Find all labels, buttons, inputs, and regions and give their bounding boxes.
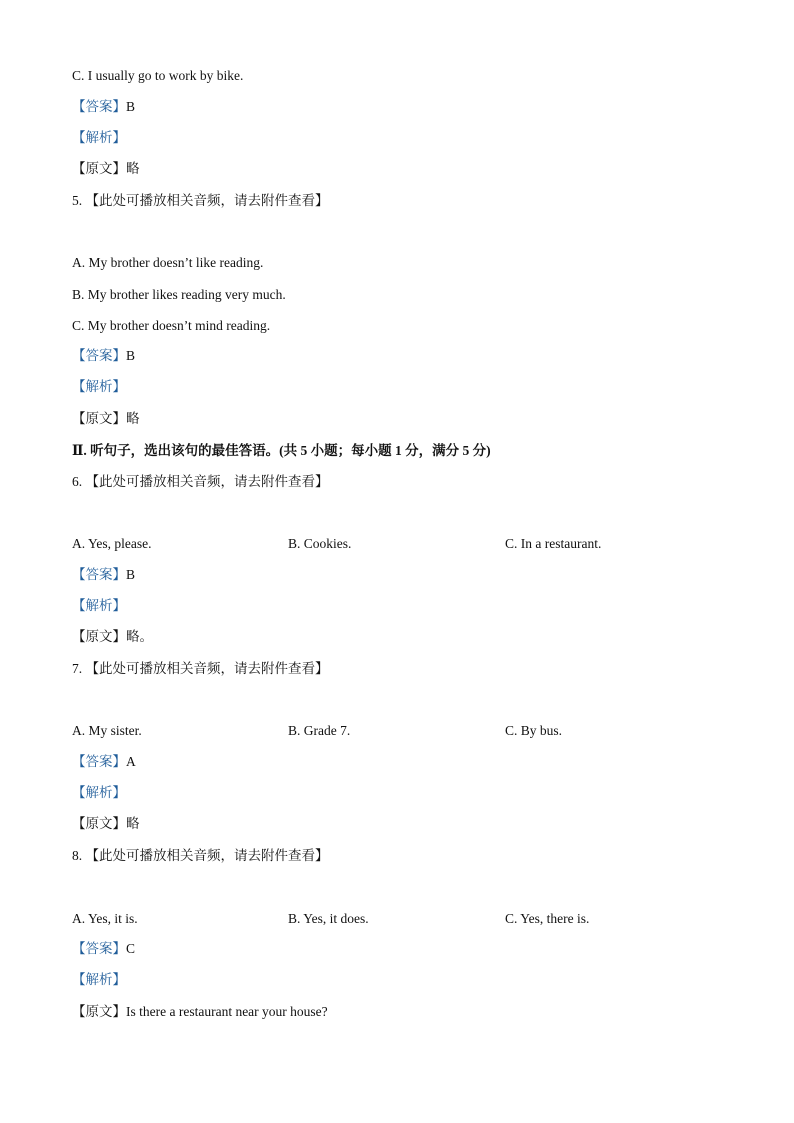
q5-option-b: B. My brother likes reading very much. <box>72 287 286 302</box>
q5-option-a: A. My brother doesn’t like reading. <box>72 255 264 270</box>
original-text: 略 <box>126 816 140 831</box>
answer-label: 【答案】 <box>72 348 126 363</box>
q8-option-a: A. Yes, it is. <box>72 911 138 926</box>
section-2-heading: Ⅱ. 听句子，选出该句的最佳答语。(共 5 小题；每小题 1 分，满分 5 分) <box>72 443 491 458</box>
q6-answer <box>72 566 135 584</box>
q5-original <box>72 410 140 428</box>
q6-option-b: B. Cookies. <box>288 536 352 551</box>
q7-option-a: A. My sister. <box>72 723 142 738</box>
q6-original <box>72 628 153 646</box>
q6-option-a: A. Yes, please. <box>72 536 152 551</box>
original-text: 略。 <box>126 629 153 644</box>
answer-value: B <box>126 348 136 363</box>
answer-label: 【答案】 <box>72 567 126 582</box>
answer-label: 【答案】 <box>72 754 126 769</box>
q5-stem: 5. 【此处可播放相关音频，请去附件查看】 <box>72 193 329 208</box>
q8-option-b: B. Yes, it does. <box>288 911 369 926</box>
original-label: 【原文】 <box>72 1004 126 1019</box>
answer-label: 【答案】 <box>72 941 126 956</box>
q5-answer <box>72 347 135 365</box>
q7-stem: 7. 【此处可播放相关音频，请去附件查看】 <box>72 661 329 676</box>
q8-option-c: C. Yes, there is. <box>505 911 590 926</box>
original-text: 略 <box>126 161 140 176</box>
q4-analysis-label: 【解析】 <box>72 130 126 145</box>
q4-answer <box>72 98 135 116</box>
q8-stem: 8. 【此处可播放相关音频，请去附件查看】 <box>72 848 329 863</box>
q8-answer <box>72 940 135 958</box>
q6-stem: 6. 【此处可播放相关音频，请去附件查看】 <box>72 474 329 489</box>
answer-value: A <box>126 754 136 769</box>
q7-analysis-label: 【解析】 <box>72 785 126 800</box>
original-label: 【原文】 <box>72 411 126 426</box>
q7-original <box>72 815 140 833</box>
q6-analysis-label: 【解析】 <box>72 598 126 613</box>
original-label: 【原文】 <box>72 161 126 176</box>
original-label: 【原文】 <box>72 816 126 831</box>
q8-analysis-label: 【解析】 <box>72 972 126 987</box>
q5-option-c: C. My brother doesn’t mind reading. <box>72 318 271 333</box>
answer-label: 【答案】 <box>72 99 126 114</box>
q4-option-c: C. I usually go to work by bike. <box>72 68 244 83</box>
original-label: 【原文】 <box>72 629 126 644</box>
original-text: Is there a restaurant near your house? <box>126 1004 328 1019</box>
q6-option-c: C. In a restaurant. <box>505 536 602 551</box>
answer-value: C <box>126 941 136 956</box>
q5-analysis-label: 【解析】 <box>72 379 126 394</box>
answer-value: B <box>126 567 136 582</box>
q7-option-c: C. By bus. <box>505 723 563 738</box>
answer-value: B <box>126 99 136 114</box>
q4-original <box>72 160 140 178</box>
q8-original <box>72 1003 328 1021</box>
q7-option-b: B. Grade 7. <box>288 723 351 738</box>
q7-answer <box>72 753 136 771</box>
original-text: 略 <box>126 411 140 426</box>
